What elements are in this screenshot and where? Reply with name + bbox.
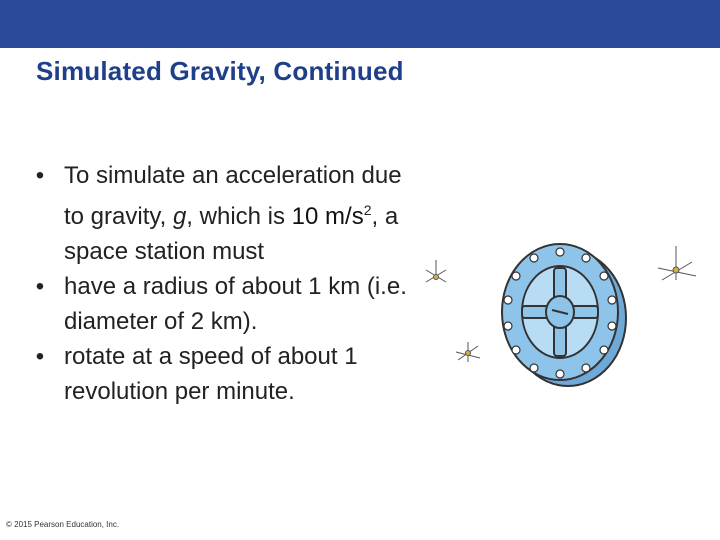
bullet-marker: •: [35, 343, 45, 370]
bullet-text: To simulate an acceleration due to gravity,: [64, 162, 402, 230]
exponent: 2: [363, 202, 372, 218]
bullet-text-cont: , which is: [186, 203, 292, 230]
header-bar: [0, 0, 720, 48]
bullet-item: [30, 339, 420, 409]
space-station-wheel-icon: [418, 222, 718, 402]
bullet-item: [30, 158, 420, 269]
star-icon: [456, 342, 480, 362]
bullet-marker: •: [35, 273, 45, 300]
bullet-text-end: , a space station must: [64, 203, 399, 265]
bullet-text: have a radius of about 1 km (i.e. diameter of 2 km).: [64, 273, 407, 335]
bullet-item: [30, 269, 420, 339]
gravity-symbol: g: [172, 203, 187, 230]
star-icon: [658, 246, 696, 280]
star-icon: [426, 260, 446, 282]
bullet-list: [30, 158, 420, 409]
slide-title: Simulated Gravity, Continued: [36, 56, 404, 86]
acceleration-value: 10 m/s: [291, 203, 364, 230]
bullet-text: rotate at a speed of about 1 revolution per minute.: [64, 343, 358, 405]
copyright-footer: © 2015 Pearson Education, Inc.: [6, 520, 120, 529]
bullet-marker: •: [35, 162, 45, 189]
